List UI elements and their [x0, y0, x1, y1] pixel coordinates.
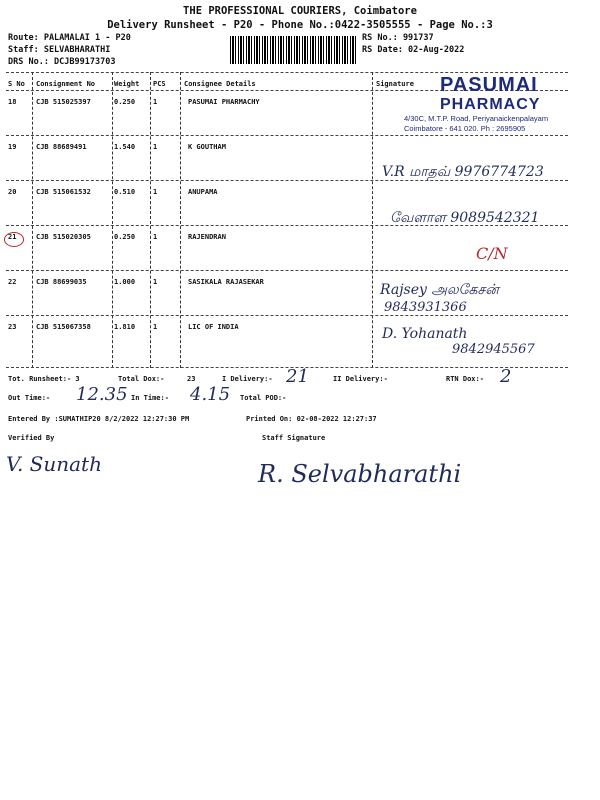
row-weight: 0.250 — [114, 98, 136, 106]
col-header-weight: Weight — [114, 80, 140, 88]
staff-signature: R. Selvabharathi — [258, 460, 462, 488]
i-delivery-handwritten: 21 — [286, 366, 309, 387]
col-divider — [32, 72, 33, 368]
row-pcs: 1 — [153, 98, 158, 106]
document-subtitle: Delivery Runsheet - P20 - Phone No.:0422-3505555 - Page No.:3 — [107, 19, 493, 31]
col-header-sno: S No — [8, 80, 25, 88]
out-time-label: Out Time:- — [8, 394, 51, 402]
col-divider — [150, 72, 151, 368]
row-sno: 19 — [8, 143, 17, 151]
i-delivery-label: I Delivery:- — [222, 375, 273, 383]
row-weight: 1.810 — [114, 323, 136, 331]
row-divider — [6, 315, 568, 316]
row-consignee: PASUMAI PHARMACHY — [188, 98, 260, 106]
stamp-name-line1: PASUMAI — [440, 74, 538, 96]
total-pod-label: Total POD:- — [240, 394, 287, 402]
row-consignment: CJB 515020305 — [36, 233, 91, 241]
row-consignee: ANUPAMA — [188, 188, 218, 196]
handwritten-signature-row19: V.R மாதவ் 9976774723 — [382, 164, 544, 180]
verified-by-label: Verified By — [8, 434, 55, 442]
col-divider — [180, 72, 181, 368]
rtn-dox-label: RTN Dox:- — [446, 375, 484, 383]
row-sno: 18 — [8, 98, 17, 106]
rs-number: RS No.: 991737 — [362, 33, 434, 43]
printed-on: Printed On: 02-08-2022 12:27:37 — [246, 415, 377, 423]
route-label: Route: PALAMALAI 1 - P20 — [8, 33, 131, 43]
document-title: THE PROFESSIONAL COURIERS, Coimbatore — [183, 5, 417, 17]
total-dox-label: Total Dox:- — [118, 375, 165, 383]
row-pcs: 1 — [153, 188, 158, 196]
row-consignment: CJB 515025397 — [36, 98, 91, 106]
staff-signature-label: Staff Signature — [262, 434, 326, 442]
in-time-label: In Time:- — [131, 394, 169, 402]
row-sno: 22 — [8, 278, 17, 286]
col-header-consignee: Consignee Details — [184, 80, 256, 88]
row-pcs: 1 — [153, 278, 158, 286]
row-divider — [6, 270, 568, 271]
verified-signature: V. Sunath — [6, 452, 102, 476]
row-consignee: LIC OF INDIA — [188, 323, 239, 331]
handwritten-phone-row23: 9842945567 — [452, 342, 535, 357]
row-pcs: 1 — [153, 323, 158, 331]
col-header-consignment: Consignment No — [36, 80, 96, 88]
row-weight: 1.540 — [114, 143, 136, 151]
row-consignment: CJB 515067358 — [36, 323, 91, 331]
row-consignee: SASIKALA RAJASEKAR — [188, 278, 264, 286]
row-consignment: CJB 88699035 — [36, 278, 87, 286]
ii-delivery-label: II Delivery:- — [333, 375, 388, 383]
stamp-name-line2: PHARMACY — [440, 96, 541, 113]
rs-date: RS Date: 02-Aug-2022 — [362, 45, 465, 55]
total-dox-value: 23 — [187, 375, 196, 383]
stamp-address: 4/30C, M.T.P. Road, Periyanaickenpalayam — [404, 114, 549, 123]
stamp-city-phone: Coimbatore - 641 020. Ph : 2695905 — [404, 124, 526, 133]
row-consignee: K GOUTHAM — [188, 143, 226, 151]
col-divider — [112, 72, 113, 368]
handwritten-signature-row23: D. Yohanath — [382, 326, 468, 342]
drs-number: DRS No.: DCJB99173703 — [8, 57, 116, 67]
row-weight: 0.510 — [114, 188, 136, 196]
row-sno: 21 — [8, 233, 17, 241]
table-top-rule — [6, 72, 568, 73]
in-time-handwritten: 4.15 — [190, 384, 231, 405]
out-time-handwritten: 12.35 — [76, 384, 128, 405]
handwritten-cn-mark: C/N — [476, 244, 508, 263]
row-consignment: CJB 515061532 — [36, 188, 91, 196]
col-header-signature: Signature — [376, 80, 414, 88]
staff-label: Staff: SELVABHARATHI — [8, 45, 111, 55]
col-divider — [372, 72, 373, 368]
row-pcs: 1 — [153, 233, 158, 241]
total-runsheet: Tot. Runsheet:- 3 — [8, 375, 80, 383]
row-consignee: RAJENDRAN — [188, 233, 226, 241]
row-weight: 0.250 — [114, 233, 136, 241]
entered-by: Entered By :SUMATHIP20 8/2/2022 12:27:30 PM — [8, 415, 190, 423]
row-sno: 20 — [8, 188, 17, 196]
pharmacy-stamp — [396, 74, 576, 138]
handwritten-signature-row22: Rajsey அலகேசன் — [380, 282, 499, 298]
row-pcs: 1 — [153, 143, 158, 151]
col-header-pcs: PCS — [153, 80, 166, 88]
row-weight: 1.000 — [114, 278, 136, 286]
handwritten-signature-row20: வேளாள 9089542321 — [390, 210, 540, 226]
row-sno: 23 — [8, 323, 17, 331]
handwritten-phone-row22: 9843931366 — [384, 300, 467, 315]
rtn-handwritten: 2 — [500, 366, 512, 387]
barcode — [230, 36, 356, 64]
row-consignment: CJB 88689491 — [36, 143, 87, 151]
